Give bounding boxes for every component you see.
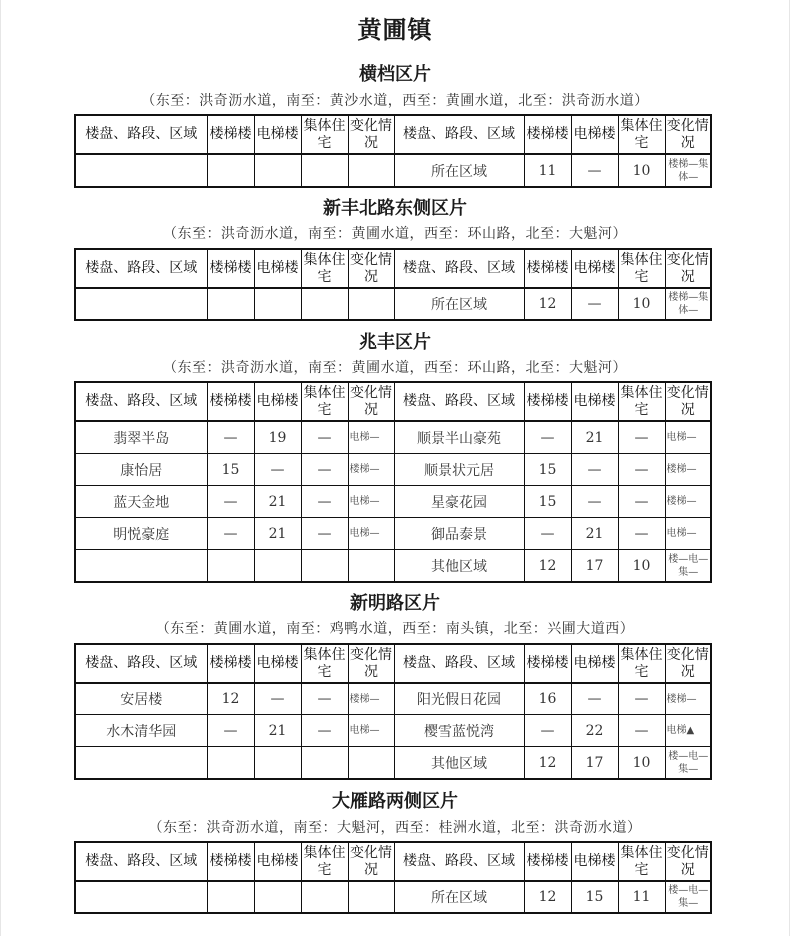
column-header: 集体住宅 [301,115,348,154]
table-header-row [75,842,711,881]
column-header: 集体住宅 [301,842,348,881]
section-boundary: （东至：洪奇沥水道，南至：黄沙水道，西至：黄圃水道，北至：洪奇沥水道） [141,93,649,109]
value-cell: — [524,715,571,747]
property-name-cell: 樱雪蓝悦湾 [394,715,524,747]
property-name-cell [75,288,207,320]
value-cell: — [618,454,665,486]
value-cell: — [254,454,301,486]
value-cell: 11 [618,881,665,913]
column-header: 集体住宅 [618,249,665,288]
column-header: 楼盘、路段、区域 [75,249,207,288]
table-row [75,454,711,486]
value-cell: 21 [571,421,618,454]
property-name-cell: 阳光假日花园 [394,683,524,715]
change-status-cell: 楼梯—集体— [665,154,711,187]
price-table [74,114,712,188]
column-header: 楼盘、路段、区域 [394,115,524,154]
value-cell: 19 [254,421,301,454]
value-cell [254,154,301,187]
value-cell: 12 [524,881,571,913]
table-header-row [75,249,711,288]
value-cell [254,881,301,913]
table-row [75,288,711,320]
change-status-cell [348,154,394,187]
change-status-cell: 楼梯— [348,683,394,715]
value-cell: 10 [618,154,665,187]
property-name-cell: 顺景半山豪苑 [394,421,524,454]
table-header-row [75,644,711,683]
change-status-cell: 楼梯— [348,454,394,486]
column-header: 楼盘、路段、区域 [75,644,207,683]
column-header: 楼盘、路段、区域 [394,644,524,683]
value-cell [207,881,254,913]
value-cell: 22 [571,715,618,747]
value-cell: — [524,518,571,550]
value-cell: — [618,518,665,550]
value-cell: 21 [254,486,301,518]
value-cell: 12 [524,550,571,583]
property-name-cell: 康怡居 [75,454,207,486]
value-cell: 15 [524,454,571,486]
column-header: 集体住宅 [618,115,665,154]
property-name-cell: 所在区域 [394,881,524,913]
column-header: 集体住宅 [301,382,348,421]
column-header: 楼梯楼 [207,382,254,421]
column-header: 楼梯楼 [524,842,571,881]
change-status-cell: 电梯— [348,486,394,518]
value-cell [301,154,348,187]
value-cell: — [301,683,348,715]
table-row [75,881,711,913]
change-status-cell [348,881,394,913]
column-header: 楼盘、路段、区域 [394,842,524,881]
section-title: 新明路区片 [350,593,440,614]
property-name-cell: 水木清华园 [75,715,207,747]
column-header: 集体住宅 [618,842,665,881]
column-header: 电梯楼 [571,644,618,683]
column-header: 变化情况 [348,249,394,288]
column-header: 电梯楼 [254,115,301,154]
value-cell: — [618,421,665,454]
value-cell [301,550,348,583]
value-cell [301,881,348,913]
price-table [74,248,712,321]
property-name-cell: 其他区域 [394,747,524,780]
column-header: 电梯楼 [571,249,618,288]
column-header: 楼梯楼 [207,249,254,288]
value-cell [207,747,254,780]
value-cell: 15 [524,486,571,518]
value-cell: 17 [571,747,618,780]
column-header: 变化情况 [665,115,711,154]
table-header-row [75,115,711,154]
column-header: 集体住宅 [301,644,348,683]
change-status-cell: 电梯▲ [665,715,711,747]
value-cell: 12 [207,683,254,715]
value-cell: — [207,421,254,454]
property-name-cell: 蓝天金地 [75,486,207,518]
value-cell: — [301,486,348,518]
property-name-cell [75,747,207,780]
value-cell: 16 [524,683,571,715]
value-cell [254,747,301,780]
column-header: 变化情况 [665,382,711,421]
property-name-cell [75,550,207,583]
value-cell: — [301,454,348,486]
value-cell: 10 [618,550,665,583]
section-boundary: （东至：洪奇沥水道，南至：黄圃水道，西至：环山路，北至：大魁河） [163,360,627,376]
column-header: 楼梯楼 [524,644,571,683]
value-cell: — [618,683,665,715]
column-header: 楼盘、路段、区域 [75,382,207,421]
value-cell [207,550,254,583]
property-name-cell: 顺景状元居 [394,454,524,486]
value-cell: — [571,683,618,715]
change-status-cell: 电梯— [665,518,711,550]
value-cell: — [571,288,618,320]
price-table [74,841,712,914]
column-header: 变化情况 [665,842,711,881]
value-cell: — [301,421,348,454]
table-row [75,550,711,583]
change-status-cell: 楼—电—集— [665,550,711,583]
page-title: 黄圃镇 [357,16,433,44]
value-cell: 21 [254,715,301,747]
column-header: 电梯楼 [571,382,618,421]
column-header: 楼梯楼 [207,115,254,154]
column-header: 楼梯楼 [207,842,254,881]
value-cell: 21 [254,518,301,550]
value-cell [254,288,301,320]
value-cell: 15 [207,454,254,486]
column-header: 变化情况 [348,382,394,421]
property-name-cell: 星豪花园 [394,486,524,518]
section-title: 横档区片 [359,64,431,85]
column-header: 电梯楼 [254,249,301,288]
value-cell: — [571,454,618,486]
column-header: 楼盘、路段、区域 [394,382,524,421]
column-header: 楼梯楼 [207,644,254,683]
value-cell [207,288,254,320]
change-status-cell [348,747,394,780]
section-boundary: （东至：洪奇沥水道，南至：黄圃水道，西至：环山路，北至：大魁河） [163,226,627,242]
value-cell: — [524,421,571,454]
change-status-cell: 电梯— [348,715,394,747]
column-header: 楼梯楼 [524,249,571,288]
change-status-cell: 电梯— [348,421,394,454]
section-title: 兆丰区片 [359,332,431,353]
value-cell: 21 [571,518,618,550]
value-cell: — [618,715,665,747]
value-cell: — [207,486,254,518]
value-cell: — [618,486,665,518]
table-row [75,715,711,747]
change-status-cell [348,288,394,320]
column-header: 变化情况 [665,249,711,288]
value-cell: 12 [524,288,571,320]
property-name-cell: 安居楼 [75,683,207,715]
value-cell: 10 [618,288,665,320]
change-status-cell [348,550,394,583]
column-header: 楼盘、路段、区域 [75,842,207,881]
column-header: 变化情况 [348,644,394,683]
value-cell: 12 [524,747,571,780]
value-cell: — [301,715,348,747]
value-cell: 11 [524,154,571,187]
column-header: 楼盘、路段、区域 [394,249,524,288]
column-header: 电梯楼 [254,842,301,881]
value-cell: — [571,486,618,518]
column-header: 电梯楼 [254,644,301,683]
property-name-cell: 所在区域 [394,154,524,187]
column-header: 楼盘、路段、区域 [75,115,207,154]
change-status-cell: 楼梯— [665,454,711,486]
table-row [75,421,711,454]
change-status-cell: 楼—电—集— [665,747,711,780]
column-header: 楼梯楼 [524,382,571,421]
property-name-cell: 明悦豪庭 [75,518,207,550]
property-name-cell: 所在区域 [394,288,524,320]
table-row [75,154,711,187]
section-title: 大雁路两侧区片 [332,791,458,812]
section-boundary: （东至：黄圃水道，南至：鸡鸭水道，西至：南头镇，北至：兴圃大道西） [155,621,635,637]
value-cell: — [254,683,301,715]
value-cell: — [207,715,254,747]
column-header: 集体住宅 [301,249,348,288]
property-name-cell: 御品泰景 [394,518,524,550]
property-name-cell [75,881,207,913]
section-boundary: （东至：洪奇沥水道，南至：大魁河，西至：桂洲水道，北至：洪奇沥水道） [148,820,642,836]
column-header: 变化情况 [348,115,394,154]
column-header: 电梯楼 [571,842,618,881]
change-status-cell: 楼梯—集体— [665,288,711,320]
column-header: 变化情况 [348,842,394,881]
table-row [75,683,711,715]
table-header-row [75,382,711,421]
table-row [75,747,711,780]
value-cell [301,288,348,320]
property-name-cell: 翡翠半岛 [75,421,207,454]
section-title: 新丰北路东侧区片 [323,198,467,219]
price-table [74,643,712,780]
column-header: 集体住宅 [618,382,665,421]
value-cell [254,550,301,583]
column-header: 电梯楼 [571,115,618,154]
value-cell: 17 [571,550,618,583]
column-header: 楼梯楼 [524,115,571,154]
column-header: 集体住宅 [618,644,665,683]
value-cell [301,747,348,780]
price-table [74,381,712,583]
property-name-cell: 其他区域 [394,550,524,583]
property-name-cell [75,154,207,187]
table-row [75,486,711,518]
value-cell: 10 [618,747,665,780]
column-header: 电梯楼 [254,382,301,421]
change-status-cell: 楼梯— [665,486,711,518]
value-cell: 15 [571,881,618,913]
table-row [75,518,711,550]
value-cell: — [207,518,254,550]
column-header: 变化情况 [665,644,711,683]
value-cell: — [301,518,348,550]
change-status-cell: 电梯— [348,518,394,550]
change-status-cell: 楼梯— [665,683,711,715]
value-cell [207,154,254,187]
change-status-cell: 电梯— [665,421,711,454]
change-status-cell: 楼—电—集— [665,881,711,913]
value-cell: — [571,154,618,187]
